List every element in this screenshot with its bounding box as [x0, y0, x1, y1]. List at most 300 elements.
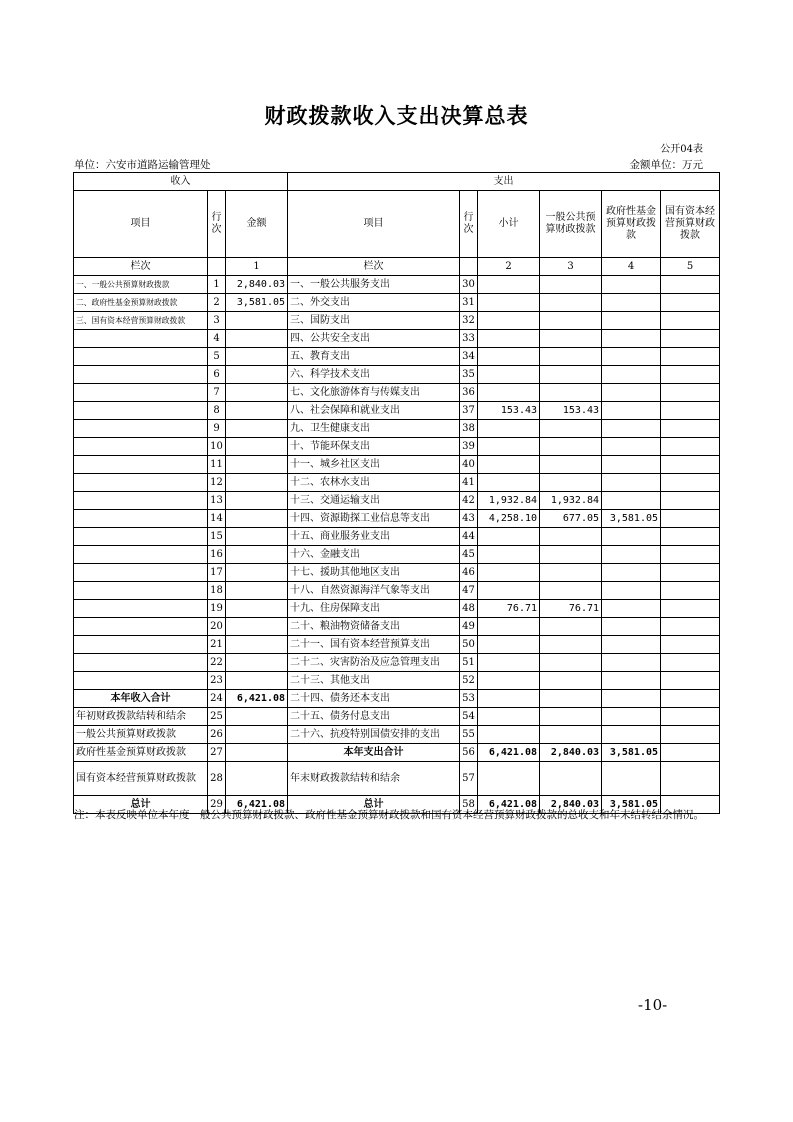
column-no-label: 栏次 [74, 258, 208, 276]
fund-budget-cell: 3,581.05 [602, 744, 661, 762]
expense-row-no-cell: 50 [460, 636, 478, 654]
expense-row-no-cell: 57 [460, 762, 478, 796]
income-amount-cell [226, 330, 288, 348]
subtotal-cell [478, 708, 540, 726]
soe-budget-cell [661, 744, 720, 762]
column-number-row [74, 258, 720, 276]
blank-cell [208, 258, 226, 276]
general-budget-cell [540, 276, 602, 294]
column-no-label: 栏次 [288, 258, 460, 276]
fund-budget-cell: 3,581.05 [602, 796, 661, 814]
expense-item-cell: 五、教育支出 [288, 348, 460, 366]
subtotal-cell [478, 366, 540, 384]
expense-item-cell: 十二、农林水支出 [288, 474, 460, 492]
income-amount-cell: 3,581.05 [226, 294, 288, 312]
soe-budget-cell [661, 726, 720, 744]
fund-budget-cell [602, 726, 661, 744]
income-amount-cell [226, 564, 288, 582]
income-amount-cell [226, 474, 288, 492]
table-row [74, 276, 720, 294]
income-item-cell: 一、一般公共预算财政拨款 [74, 276, 208, 294]
expense-item-cell: 十六、金融支出 [288, 546, 460, 564]
income-item-cell: 总计 [74, 796, 208, 814]
table-row [74, 726, 720, 744]
expense-row-no-cell: 32 [460, 312, 478, 330]
expense-item-cell: 二十、粮油物资储备支出 [288, 618, 460, 636]
expense-row-no-cell: 37 [460, 402, 478, 420]
subtotal-cell [478, 546, 540, 564]
subtotal-cell [478, 420, 540, 438]
form-code: 公开04表 [660, 144, 703, 155]
expense-row-no-cell: 55 [460, 726, 478, 744]
soe-budget-cell [661, 762, 720, 796]
income-amount-cell [226, 654, 288, 672]
expense-item-cell: 十三、交通运输支出 [288, 492, 460, 510]
general-budget-cell [540, 294, 602, 312]
expense-item-cell: 三、国防支出 [288, 312, 460, 330]
fund-budget-cell [602, 546, 661, 564]
income-row-no-cell: 1 [208, 276, 226, 294]
table-row [74, 348, 720, 366]
income-row-no-cell: 10 [208, 438, 226, 456]
blank-cell [460, 258, 478, 276]
table-row [74, 744, 720, 762]
soe-budget-cell [661, 420, 720, 438]
general-budget-cell [540, 330, 602, 348]
expense-item-cell: 二十四、债务还本支出 [288, 690, 460, 708]
soe-budget-cell [661, 402, 720, 420]
income-row-no-cell: 5 [208, 348, 226, 366]
soe-budget-cell [661, 636, 720, 654]
income-amount-cell [226, 546, 288, 564]
general-budget-cell [540, 312, 602, 330]
expense-row-no-cell: 35 [460, 366, 478, 384]
income-row-no-cell: 27 [208, 744, 226, 762]
soe-budget-cell [661, 456, 720, 474]
subtotal-cell [478, 312, 540, 330]
expense-item-cell: 二十三、其他支出 [288, 672, 460, 690]
table-row [74, 456, 720, 474]
income-row-no-cell: 13 [208, 492, 226, 510]
expense-item-cell: 二十一、国有资本经营预算支出 [288, 636, 460, 654]
income-row-no-cell: 19 [208, 600, 226, 618]
table-row [74, 330, 720, 348]
income-amount-cell [226, 456, 288, 474]
income-item-cell [74, 618, 208, 636]
expense-item-header: 项目 [288, 191, 460, 258]
expense-header: 支出 [288, 173, 720, 191]
fund-budget-cell [602, 708, 661, 726]
soe-budget-cell [661, 294, 720, 312]
income-item-cell [74, 330, 208, 348]
income-row-no-cell: 11 [208, 456, 226, 474]
fund-budget-cell [602, 528, 661, 546]
income-row-no-cell: 14 [208, 510, 226, 528]
fund-budget-cell: 3,581.05 [602, 510, 661, 528]
soe-budget-cell [661, 582, 720, 600]
expense-row-no-cell: 42 [460, 492, 478, 510]
subtotal-cell [478, 582, 540, 600]
income-row-no-cell: 16 [208, 546, 226, 564]
column-number-2: 2 [478, 258, 540, 276]
general-budget-cell [540, 366, 602, 384]
expense-item-cell: 二十五、债务付息支出 [288, 708, 460, 726]
table-row [74, 564, 720, 582]
subtotal-cell [478, 294, 540, 312]
expense-row-no-cell: 41 [460, 474, 478, 492]
income-row-no-cell: 24 [208, 690, 226, 708]
expense-row-no-cell: 49 [460, 618, 478, 636]
income-row-no-cell: 23 [208, 672, 226, 690]
table-row [74, 420, 720, 438]
expense-item-cell: 十八、自然资源海洋气象等支出 [288, 582, 460, 600]
soe-budget-cell [661, 474, 720, 492]
fund-budget-cell [602, 456, 661, 474]
expense-row-no-header: 行次 [460, 191, 478, 258]
income-amount-cell [226, 600, 288, 618]
income-item-cell: 年初财政拨款结转和结余 [74, 708, 208, 726]
general-budget-cell [540, 672, 602, 690]
table-row [74, 582, 720, 600]
general-budget-cell [540, 456, 602, 474]
subtotal-cell: 153.43 [478, 402, 540, 420]
general-budget-cell [540, 690, 602, 708]
general-budget-cell: 2,840.03 [540, 744, 602, 762]
table-row [74, 438, 720, 456]
expense-item-cell: 二、外交支出 [288, 294, 460, 312]
subtotal-cell [478, 330, 540, 348]
income-item-cell [74, 564, 208, 582]
expense-row-no-cell: 45 [460, 546, 478, 564]
general-budget-cell [540, 420, 602, 438]
general-budget-cell [540, 762, 602, 796]
table-row [74, 672, 720, 690]
table-row [74, 546, 720, 564]
general-budget-cell [540, 348, 602, 366]
expense-row-no-cell: 44 [460, 528, 478, 546]
expense-item-cell: 年末财政拨款结转和结余 [288, 762, 460, 796]
income-row-no-cell: 21 [208, 636, 226, 654]
fund-budget-header: 政府性基金预算财政拨款 [602, 191, 661, 258]
income-item-cell [74, 366, 208, 384]
subtotal-cell: 6,421.08 [478, 796, 540, 814]
income-row-no-cell: 15 [208, 528, 226, 546]
subtotal-cell [478, 726, 540, 744]
general-budget-cell [540, 528, 602, 546]
soe-budget-header: 国有资本经营预算财政拨款 [661, 191, 720, 258]
fund-budget-cell [602, 330, 661, 348]
expense-item-cell: 一、一般公共服务支出 [288, 276, 460, 294]
expense-row-no-cell: 31 [460, 294, 478, 312]
income-item-cell [74, 528, 208, 546]
income-amount-cell [226, 672, 288, 690]
income-item-cell: 本年收入合计 [74, 690, 208, 708]
general-budget-cell [540, 654, 602, 672]
money-unit-label: 金额单位：万元 [629, 159, 703, 171]
fund-budget-cell [602, 582, 661, 600]
page-number: -10- [638, 996, 668, 1014]
income-amount-cell [226, 312, 288, 330]
general-budget-cell [540, 564, 602, 582]
table-row [74, 474, 720, 492]
fund-budget-cell [602, 636, 661, 654]
fund-budget-cell [602, 348, 661, 366]
table-row [74, 402, 720, 420]
fund-budget-cell [602, 474, 661, 492]
income-row-no-cell: 4 [208, 330, 226, 348]
soe-budget-cell [661, 330, 720, 348]
income-item-cell: 三、国有资本经营预算财政拨款 [74, 312, 208, 330]
general-budget-cell: 2,840.03 [540, 796, 602, 814]
income-amount-cell [226, 510, 288, 528]
soe-budget-cell [661, 276, 720, 294]
income-amount-cell [226, 402, 288, 420]
subtotal-cell [478, 438, 540, 456]
expense-row-no-cell: 52 [460, 672, 478, 690]
subtotal-cell [478, 456, 540, 474]
income-item-cell: 政府性基金预算财政拨款 [74, 744, 208, 762]
income-item-cell [74, 510, 208, 528]
expense-item-cell: 四、公共安全支出 [288, 330, 460, 348]
subtotal-cell [478, 654, 540, 672]
income-amount-cell [226, 636, 288, 654]
soe-budget-cell [661, 618, 720, 636]
income-item-cell: 国有资本经营预算财政拨款 [74, 762, 208, 796]
subtotal-cell [478, 636, 540, 654]
fund-budget-cell [602, 276, 661, 294]
expense-row-no-cell: 38 [460, 420, 478, 438]
table-row [74, 690, 720, 708]
fund-budget-cell [602, 366, 661, 384]
fund-budget-cell [602, 402, 661, 420]
income-amount-cell [226, 420, 288, 438]
fund-budget-cell [602, 600, 661, 618]
income-row-no-cell: 12 [208, 474, 226, 492]
income-item-cell: 一般公共预算财政拨款 [74, 726, 208, 744]
expense-row-no-cell: 36 [460, 384, 478, 402]
subtotal-header: 小计 [478, 191, 540, 258]
fund-budget-cell [602, 294, 661, 312]
column-number-4: 4 [602, 258, 661, 276]
expense-row-no-cell: 46 [460, 564, 478, 582]
fund-budget-cell [602, 438, 661, 456]
general-budget-cell: 1,932.84 [540, 492, 602, 510]
fund-budget-cell [602, 564, 661, 582]
expense-row-no-cell: 30 [460, 276, 478, 294]
column-number-3: 3 [540, 258, 602, 276]
income-amount-cell [226, 384, 288, 402]
income-amount-cell [226, 492, 288, 510]
subtotal-cell [478, 672, 540, 690]
income-row-no-cell: 22 [208, 654, 226, 672]
table-row [74, 708, 720, 726]
income-row-no-cell: 7 [208, 384, 226, 402]
table-row [74, 762, 720, 796]
general-budget-header: 一般公共预算财政拨款 [540, 191, 602, 258]
subtotal-cell: 76.71 [478, 600, 540, 618]
subtotal-cell [478, 618, 540, 636]
expense-row-no-cell: 58 [460, 796, 478, 814]
income-item-cell [74, 492, 208, 510]
income-header: 收入 [74, 173, 288, 191]
income-amount-cell: 2,840.03 [226, 276, 288, 294]
general-budget-cell [540, 636, 602, 654]
soe-budget-cell [661, 438, 720, 456]
income-item-cell [74, 420, 208, 438]
soe-budget-cell [661, 510, 720, 528]
general-budget-cell [540, 726, 602, 744]
expense-item-cell: 六、科学技术支出 [288, 366, 460, 384]
income-amount-cell [226, 438, 288, 456]
table-row [74, 600, 720, 618]
expense-row-no-cell: 43 [460, 510, 478, 528]
expense-item-cell: 十四、资源勘探工业信息等支出 [288, 510, 460, 528]
income-amount-cell [226, 618, 288, 636]
income-row-no-cell: 2 [208, 294, 226, 312]
fund-budget-cell [602, 618, 661, 636]
general-budget-cell [540, 582, 602, 600]
expense-item-cell: 二十二、灾害防治及应急管理支出 [288, 654, 460, 672]
expense-row-no-cell: 40 [460, 456, 478, 474]
fund-budget-cell [602, 672, 661, 690]
income-item-header: 项目 [74, 191, 208, 258]
table-row [74, 384, 720, 402]
income-amount-cell: 6,421.08 [226, 796, 288, 814]
expense-row-no-cell: 39 [460, 438, 478, 456]
income-row-no-cell: 18 [208, 582, 226, 600]
fund-budget-cell [602, 384, 661, 402]
header-row-columns [74, 191, 720, 258]
soe-budget-cell [661, 546, 720, 564]
fund-budget-cell [602, 420, 661, 438]
income-item-cell [74, 348, 208, 366]
soe-budget-cell [661, 654, 720, 672]
general-budget-cell [540, 384, 602, 402]
table-note: 注：本表反映单位本年度一般公共预算财政拨款、政府性基金预算财政拨款和国有资本经营预算财政拨款的总收支和年末结转结余情况。 [74, 809, 704, 821]
expense-row-no-cell: 47 [460, 582, 478, 600]
income-amount-cell [226, 744, 288, 762]
income-amount-cell [226, 762, 288, 796]
expense-row-no-cell: 48 [460, 600, 478, 618]
fund-budget-cell [602, 690, 661, 708]
subtotal-cell [478, 348, 540, 366]
expense-row-no-cell: 51 [460, 654, 478, 672]
soe-budget-cell [661, 672, 720, 690]
expense-row-no-cell: 54 [460, 708, 478, 726]
expense-item-cell: 十五、商业服务业支出 [288, 528, 460, 546]
soe-budget-cell [661, 600, 720, 618]
expense-item-cell: 本年支出合计 [288, 744, 460, 762]
income-item-cell [74, 402, 208, 420]
income-item-cell [74, 456, 208, 474]
general-budget-cell [540, 438, 602, 456]
income-row-no-cell: 25 [208, 708, 226, 726]
soe-budget-cell [661, 312, 720, 330]
expense-item-cell: 二十六、抗疫特别国债安排的支出 [288, 726, 460, 744]
subtotal-cell [478, 528, 540, 546]
expense-item-cell: 八、社会保障和就业支出 [288, 402, 460, 420]
general-budget-cell: 76.71 [540, 600, 602, 618]
income-row-no-cell: 28 [208, 762, 226, 796]
fund-budget-cell [602, 654, 661, 672]
soe-budget-cell [661, 564, 720, 582]
table-row [74, 294, 720, 312]
income-item-cell [74, 384, 208, 402]
expense-item-cell: 九、卫生健康支出 [288, 420, 460, 438]
subtotal-cell [478, 690, 540, 708]
table-row [74, 492, 720, 510]
expense-item-cell: 总计 [288, 796, 460, 814]
fund-budget-cell [602, 762, 661, 796]
income-item-cell [74, 438, 208, 456]
table-row [74, 366, 720, 384]
table-row [74, 312, 720, 330]
subtotal-cell [478, 762, 540, 796]
page-title: 财政拨款收入支出决算总表 [264, 103, 529, 128]
expense-row-no-cell: 34 [460, 348, 478, 366]
income-item-cell [74, 600, 208, 618]
income-amount-cell [226, 348, 288, 366]
table-row [74, 618, 720, 636]
soe-budget-cell [661, 492, 720, 510]
table-row [74, 636, 720, 654]
general-budget-cell [540, 618, 602, 636]
column-number-1: 1 [226, 258, 288, 276]
expense-row-no-cell: 56 [460, 744, 478, 762]
soe-budget-cell [661, 366, 720, 384]
income-item-cell [74, 636, 208, 654]
income-item-cell [74, 582, 208, 600]
subtotal-cell [478, 474, 540, 492]
expense-item-cell: 十、节能环保支出 [288, 438, 460, 456]
general-budget-cell [540, 708, 602, 726]
soe-budget-cell [661, 384, 720, 402]
income-row-no-cell: 29 [208, 796, 226, 814]
table-row [74, 528, 720, 546]
column-number-5: 5 [661, 258, 720, 276]
income-amount-cell [226, 582, 288, 600]
subtotal-cell [478, 276, 540, 294]
income-amount-cell [226, 708, 288, 726]
income-item-cell [74, 546, 208, 564]
income-item-cell [74, 654, 208, 672]
income-row-no-cell: 17 [208, 564, 226, 582]
expense-item-cell: 十九、住房保障支出 [288, 600, 460, 618]
subtotal-cell: 1,932.84 [478, 492, 540, 510]
subtotal-cell [478, 564, 540, 582]
expense-item-cell: 七、文化旅游体育与传媒支出 [288, 384, 460, 402]
fund-budget-cell [602, 312, 661, 330]
income-row-no-cell: 8 [208, 402, 226, 420]
general-budget-cell: 153.43 [540, 402, 602, 420]
fund-budget-cell [602, 492, 661, 510]
general-budget-cell [540, 546, 602, 564]
income-row-no-cell: 26 [208, 726, 226, 744]
income-row-no-cell: 6 [208, 366, 226, 384]
income-amount-cell: 6,421.08 [226, 690, 288, 708]
income-amount-cell [226, 726, 288, 744]
income-item-cell [74, 672, 208, 690]
budget-table [73, 172, 720, 814]
unit-label: 单位：六安市道路运输管理处 [74, 159, 211, 171]
soe-budget-cell [661, 690, 720, 708]
expense-row-no-cell: 53 [460, 690, 478, 708]
soe-budget-cell [661, 348, 720, 366]
income-item-cell [74, 474, 208, 492]
subtotal-cell: 6,421.08 [478, 744, 540, 762]
income-row-no-cell: 20 [208, 618, 226, 636]
income-row-no-header: 行次 [208, 191, 226, 258]
